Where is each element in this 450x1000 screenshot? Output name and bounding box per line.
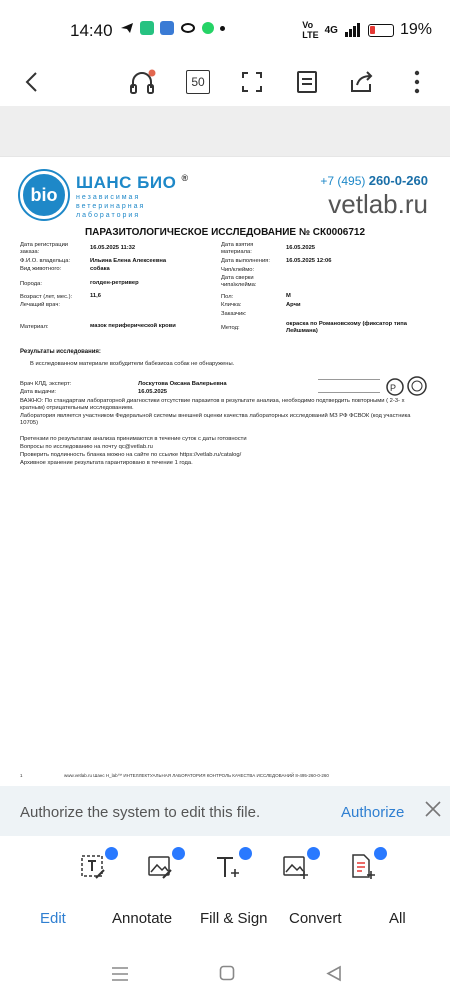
field-label: Материал: <box>20 324 49 330</box>
close-icon[interactable] <box>422 798 444 820</box>
footer-page: 1 <box>20 773 23 778</box>
verify-note: Проверить подлинность бланка можно на сайте по ссылке https://vetlab.ru/catalog/ <box>20 452 242 458</box>
tab-fill-sign[interactable]: Fill & Sign <box>200 910 268 927</box>
headphones-icon <box>128 68 156 96</box>
results-header: Результаты исследования: <box>20 349 101 355</box>
authorize-banner <box>0 786 450 836</box>
doctor-name: Лоскутова Оксана Валерьевна <box>138 381 227 387</box>
pdf-page[interactable] <box>0 156 450 784</box>
feature-badge <box>105 847 118 860</box>
field-label: Вид животного: <box>20 266 62 272</box>
battery-icon <box>368 24 394 37</box>
archive-note: Архивное хранение результата гарантировано в течение 1 года. <box>20 460 193 466</box>
tab-edit[interactable]: Edit <box>40 910 66 927</box>
questions-note: Вопросы по исследованию на почту qc@vetlab.ru <box>20 444 153 450</box>
seal-icon <box>407 376 427 396</box>
brand-name <box>76 173 189 193</box>
footer-text: www.vetlab.ru Шанс Н_lab™ ИНТЕЛЛЕКТУАЛЬНАЯ ЛАБОРАТОРИЯ КОНТРОЛЬ КАЧЕСТВА ИССЛЕДОВАНИЙ 8-495-260-0-260 <box>64 773 329 778</box>
edit-text-tool[interactable] <box>78 847 118 887</box>
back-button[interactable] <box>14 64 50 100</box>
more-button[interactable] <box>399 64 435 100</box>
field-value: собака <box>90 266 110 272</box>
share-icon <box>349 70 375 94</box>
edit-image-tool[interactable] <box>145 847 185 887</box>
page-count-button[interactable] <box>180 64 216 100</box>
page-count-box <box>186 70 210 94</box>
lab-phone <box>320 173 428 188</box>
share-button[interactable] <box>344 64 380 100</box>
feature-badge <box>374 847 387 860</box>
field-label: Ф.И.О. владельца: <box>20 258 71 264</box>
results-text: В исследованном материале возбудители бабезиоза собак не обнаружены. <box>30 361 235 367</box>
page-count: 50 <box>191 75 205 89</box>
field-label: Дата регистрации заказа: <box>20 242 69 255</box>
field-value: Арчи <box>286 302 301 308</box>
feature-badge <box>239 847 252 860</box>
dot-icon <box>220 26 225 31</box>
tab-all[interactable]: All <box>389 910 406 927</box>
add-image-tool[interactable] <box>280 847 320 887</box>
field-label: Порода: <box>20 281 42 287</box>
tab-convert[interactable]: Convert <box>289 910 342 927</box>
document-title: ПАРАЗИТОЛОГИЧЕСКОЕ ИССЛЕДОВАНИЕ № СК0006712 <box>84 227 366 238</box>
tab-annotate[interactable]: Annotate <box>112 910 173 927</box>
field-value: мазок периферической крови <box>90 323 176 329</box>
brand-sub-3: лаборатория <box>76 212 141 219</box>
logo-text: bio <box>30 184 58 205</box>
home-icon[interactable] <box>219 965 235 981</box>
issue-date: 16.05.2025 <box>138 389 168 395</box>
back-nav-icon[interactable] <box>326 965 342 982</box>
authorize-button[interactable]: Authorize <box>341 804 405 821</box>
document-gutter <box>0 106 450 156</box>
top-toolbar <box>0 58 450 106</box>
notification-icons <box>120 21 225 35</box>
brand-sub-1: независимая <box>76 194 141 201</box>
field-value: 16.05.2025 12:06 <box>286 258 332 264</box>
lab-site: vetlab.ru <box>328 189 428 219</box>
app-notification-icon <box>140 21 154 35</box>
phone-prefix: +7 (495) <box>320 174 366 188</box>
important-note: ВАЖНО: По стандартам лабораторной диагностики отсутствие паразитов в результате анализа, необходимо подтвердить повторными ( 2-3- х кратным) отрицательным исследованием. <box>20 398 405 411</box>
field-label: Дата взятия материала: <box>221 242 254 255</box>
listen-button[interactable] <box>124 64 160 100</box>
field-label: Дата сверки чипа\клейма: <box>221 275 257 288</box>
status-bar <box>0 0 450 58</box>
back-arrow-icon <box>22 70 42 94</box>
field-value: 16.05.2025 <box>286 245 316 251</box>
field-label: Лечащий врач: <box>20 302 60 308</box>
app-notification-icon-2 <box>160 21 174 35</box>
certification-stamp <box>318 379 380 393</box>
add-text-tool[interactable] <box>212 847 252 887</box>
field-value: Ильина Елена Алексеевна <box>90 258 167 264</box>
field-label: Чип/клеймо: <box>221 267 255 273</box>
field-label: Дата выполнения: <box>221 258 270 264</box>
status-time: 14:40 <box>70 21 113 40</box>
field-label: Метод: <box>221 325 240 331</box>
menu-icon[interactable] <box>111 966 129 982</box>
field-value: окраска по Романовскому (фиксатор типа Лейшмана) <box>286 321 407 334</box>
claims-note: Претензии по результатам анализа принимаются в течение суток с даты готовности <box>20 436 247 442</box>
system-nav-bar <box>0 950 450 1000</box>
add-page-tool[interactable] <box>347 847 387 887</box>
brand-reg: ® <box>181 173 189 183</box>
svg-text:P: P <box>390 383 397 393</box>
brand-subtitle <box>76 193 145 220</box>
reader-mode-button[interactable] <box>289 64 325 100</box>
network-indicator: 4G <box>324 24 338 36</box>
brand-sub-2: ветеринарная <box>76 203 146 210</box>
more-vertical-icon <box>414 70 420 94</box>
status-right <box>302 20 432 40</box>
field-label: Заказчик: <box>221 311 247 317</box>
field-value: 11,6 <box>90 293 101 299</box>
field-label: Пол: <box>221 294 234 300</box>
signal-icon <box>344 23 362 37</box>
doctor-label: Врач КЛД, эксперт: <box>20 381 72 387</box>
field-value: М <box>286 293 291 299</box>
bottom-tabs <box>0 900 450 940</box>
volte-icon: Vo LTE <box>302 20 319 40</box>
link-icon <box>180 22 196 34</box>
field-value: 16.05.2025 11:32 <box>90 245 136 251</box>
bio-logo <box>20 171 68 219</box>
phone-number: 260-0-260 <box>368 173 428 188</box>
chat-notification-icon <box>202 22 214 34</box>
feature-badge <box>172 847 185 860</box>
brand-name-text: ШАНС БИО <box>76 173 177 192</box>
fullscreen-button[interactable] <box>234 64 270 100</box>
reader-mode-icon <box>296 70 318 94</box>
field-value: голден-ретривер <box>90 280 139 286</box>
feature-badge <box>307 847 320 860</box>
issue-label: Дата выдачи: <box>20 389 57 395</box>
field-label: Кличка: <box>221 302 242 308</box>
telegram-icon <box>120 21 134 35</box>
battery-percent: 19% <box>399 21 432 38</box>
authorize-message: Authorize the system to edit this file. <box>20 804 261 821</box>
fullscreen-icon <box>241 71 263 93</box>
field-label: Возраст (лет, мес.): <box>20 294 73 300</box>
rst-mark-icon <box>385 377 405 397</box>
fsvok-note: Лаборатория является участником Федеральной системы внешней оценки качества лабораторных исследований МЗ РФ ФСВОК (код участника 10705) <box>20 413 411 426</box>
